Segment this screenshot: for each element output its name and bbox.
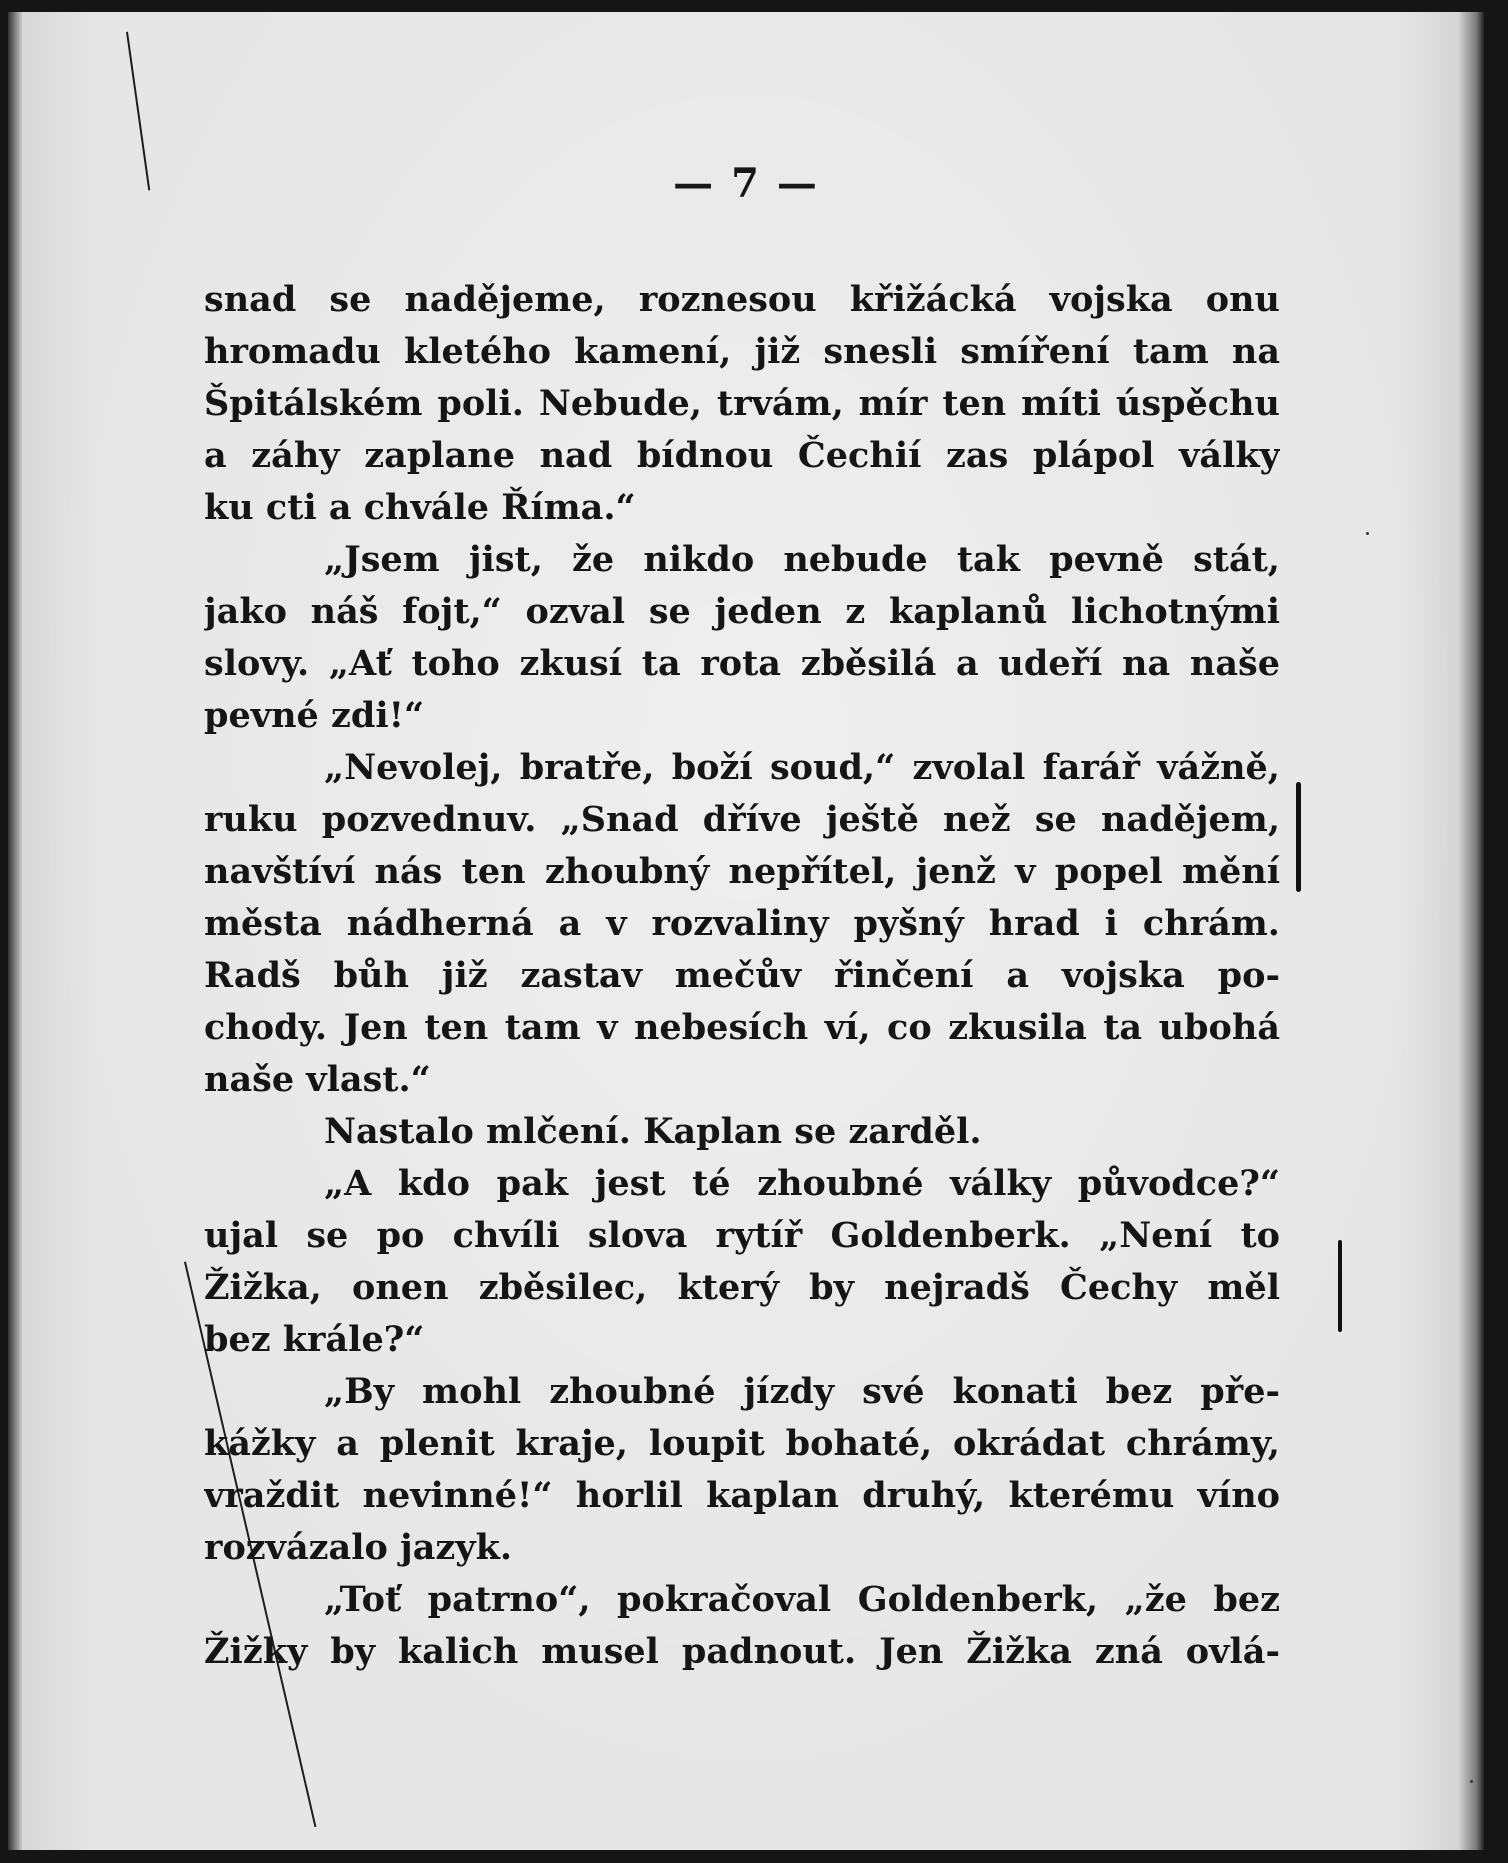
text-line: „Nevolej, bratře, boží soud,“ zvolal farář vážně,	[324, 747, 1280, 788]
text-line: „Toť patrno“, pokračoval Goldenberk, „že bez	[324, 1579, 1280, 1620]
text-line: „By mohl zhoubné jízdy své konati bez pře-	[324, 1371, 1280, 1412]
paper-speck	[1366, 532, 1369, 535]
text-line: snad se nadějeme, roznesou křižácká vojska onu	[204, 279, 1280, 320]
text-line: naše vlast.“	[204, 1059, 431, 1100]
body-text	[204, 274, 1280, 1678]
paper-sheet	[8, 12, 1484, 1850]
text-line: „A kdo pak jest té zhoubné války původce?“	[324, 1163, 1280, 1204]
text-line: Žižky by kalich musel padnout. Jen Žižka zná ovlá-	[204, 1631, 1280, 1672]
text-line: ujal se po chvíli slova rytíř Goldenberk. „Není to	[204, 1215, 1280, 1256]
text-line: kážky a plenit kraje, loupit bohaté, okrádat chrámy,	[204, 1423, 1280, 1464]
text-line: jako náš fojt,“ ozval se jeden z kaplanů lichotnými	[204, 591, 1280, 632]
text-line: pevné zdi!“	[204, 695, 425, 736]
paper-speck	[1470, 1780, 1473, 1783]
right-page-edge	[1458, 12, 1484, 1850]
text-line: Nastalo mlčení. Kaplan se zarděl.	[324, 1111, 982, 1152]
text-line: chody. Jen ten tam v nebesích ví, co zkusila ta ubohá	[204, 1007, 1280, 1048]
margin-bracket-mark	[1296, 782, 1301, 892]
text-line: bez krále?“	[204, 1319, 425, 1360]
text-line: navštíví nás ten zhoubný nepřítel, jenž v popel mění	[204, 851, 1280, 892]
text-line: Žižka, onen zběsilec, který by nejradš Čechy měl	[204, 1267, 1280, 1308]
text-line: ruku pozvednuv. „Snad dříve ještě než se nadějem,	[204, 799, 1280, 840]
page-number: — 7 —	[673, 160, 819, 207]
text-line: hromadu kletého kamení, již snesli smíření tam na	[204, 331, 1280, 372]
text-line: Radš bůh již zastav mečův řinčení a vojska po-	[204, 955, 1280, 996]
text-line: vraždit nevinné!“ horlil kaplan druhý, kterému víno	[204, 1475, 1280, 1516]
left-page-edge	[8, 12, 22, 1850]
text-line: slovy. „Ať toho zkusí ta rota zběsilá a udeří na naše	[204, 643, 1280, 684]
text-line: ku cti a chvále Říma.“	[204, 487, 636, 528]
text-line: Špitálském poli. Nebude, trvám, mír ten míti úspěchu	[204, 383, 1280, 424]
margin-line-mark	[1338, 1240, 1342, 1332]
text-line: „Jsem jist, že nikdo nebude tak pevně stát,	[324, 539, 1280, 580]
text-line: rozvázalo jazyk.	[204, 1527, 513, 1568]
text-line: města nádherná a v rozvaliny pyšný hrad i chrám.	[204, 903, 1280, 944]
text-line: a záhy zaplane nad bídnou Čechií zas plápol války	[204, 435, 1280, 476]
